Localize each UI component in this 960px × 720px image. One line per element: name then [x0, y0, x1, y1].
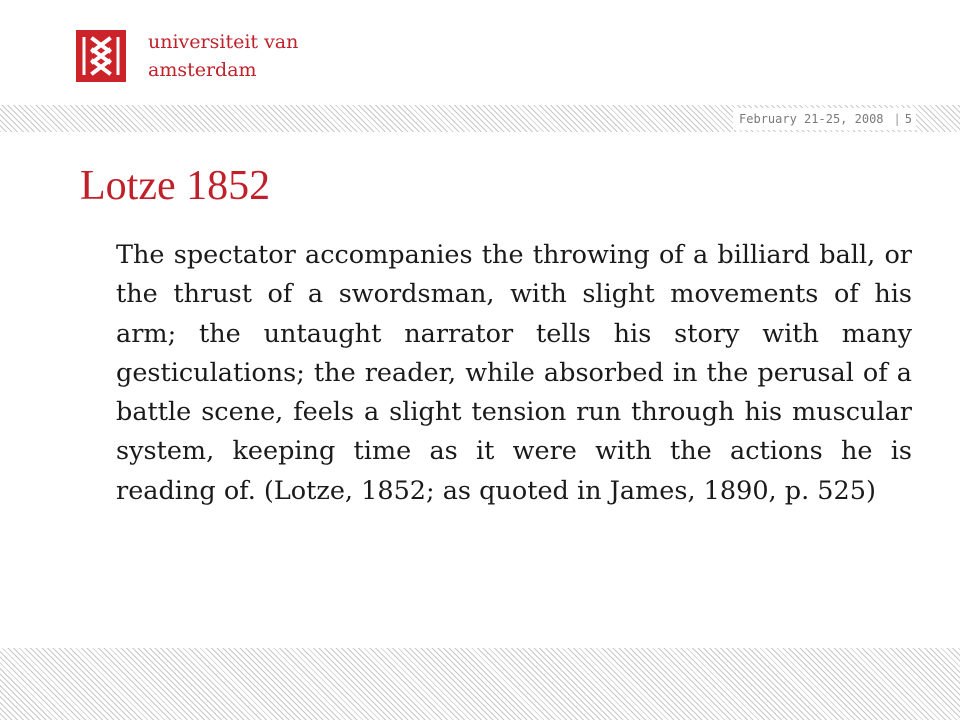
- footer-hatch-band: [0, 648, 960, 720]
- slide-date: February 21-25, 2008: [739, 112, 884, 126]
- meta-separator: |: [893, 112, 901, 126]
- slide-title: Lotze 1852: [80, 163, 271, 209]
- quote-body: The spectator accompanies the throwing of a billiard ball, or the thrust of a swordsman, with slight movements of his arm; the untaught narrator tells his story with many gesticulations; the reader, while absorbed in the perusal of a battle scene, feels a slight tension run through his muscular system, keeping time as it were with the actions he is reading of. (Lotze, 1852; as quoted in James, 1890, p. 525): [116, 240, 912, 506]
- page-number: 5: [904, 112, 912, 126]
- university-name: [148, 28, 298, 84]
- brand-line-2: amsterdam: [148, 59, 257, 81]
- uva-logo-icon: [76, 30, 126, 82]
- slide-meta: [733, 108, 916, 130]
- brand-line-1: universiteit van: [148, 31, 299, 53]
